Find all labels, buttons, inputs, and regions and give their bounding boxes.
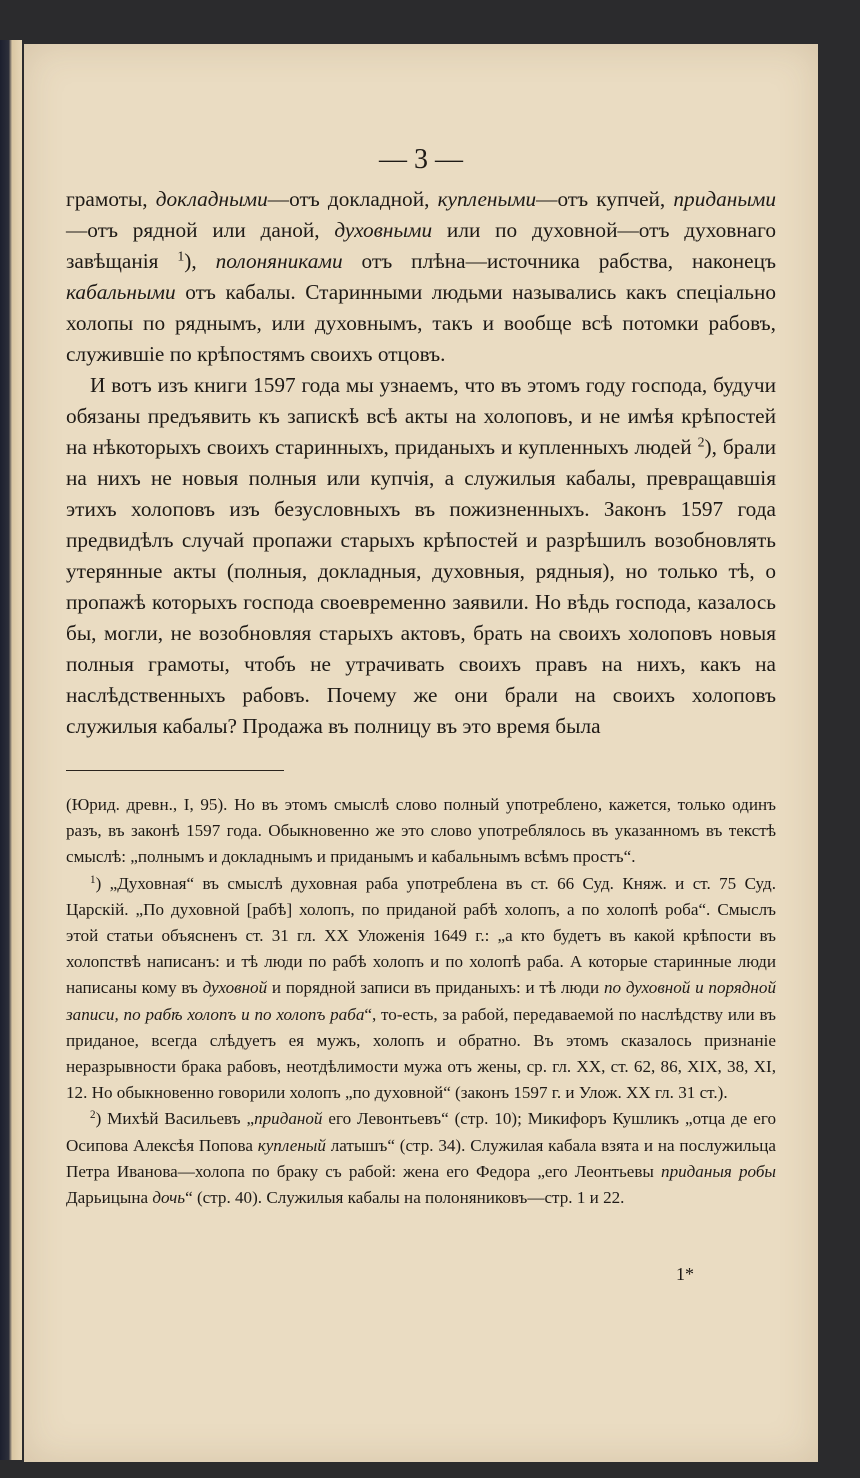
previous-page-edge	[0, 40, 22, 1460]
footnote-1: $^1$) „Духовная“ въ смыслѣ духовная раба употреблена въ ст. 66 Суд. Княж. и ст. 75 Суд. Царскій. „По духовной [рабѣ] холопъ, по приданой рабѣ холопъ, а по холопѣ роба“. Смыслъ этой статьи объясненъ ст. 31 гл. XX Уложенія 1649 г.: „а кто будетъ въ какой крѣпости въ холопствѣ написанъ: и тѣ люди по рабѣ холопъ и по холопѣ раба. А которые старинные люди написаны кому въ духовной и порядной записи въ приданыхъ: и тѣ люди по духовной и порядной записи, по рабѣ холопъ и по холопъ раба“, то-есть, за рабой, передаваемой по наслѣдству или въ приданое, всегда слѣдуетъ ея мужъ, холопъ и обратно. Въ этомъ сказалось признаніе неразрывности брака рабовъ, неотдѣлимости мужа отъ жены, ср. гл. XX, ст. 62, 86, XIX, 38, XI, 12. Но обыкновенно говорили холопъ „по духовной“ (законъ 1597 г. и Улож. XX гл. 31 ст.).	[66, 873, 776, 1103]
italic-term: приданыя робы	[661, 1161, 776, 1181]
footnote-continuation: (Юрид. древн., I, 95). Но въ этомъ смыслѣ слово полный употреблено, кажется, только одинъ разъ, въ законѣ 1597 года. Обыкновенно же это слово употреблялось въ указанномъ въ текстѣ смыслѣ: „полнымъ и докладнымъ и приданымъ и кабальнымъ всѣмъ простъ“.	[66, 795, 776, 867]
italic-term: кабальными	[66, 280, 176, 304]
italic-term: докладными	[155, 187, 268, 211]
main-text	[66, 184, 776, 742]
book-page	[24, 44, 818, 1462]
italic-term: куплеными	[437, 187, 537, 211]
italic-term: полоняниками	[215, 249, 343, 273]
footnotes	[66, 792, 776, 1211]
italic-quote: по духовной и порядной записи, по рабѣ холопъ и по холопъ раба	[66, 978, 776, 1024]
italic-term: духовными	[334, 218, 433, 242]
paragraph-2: И вотъ изъ книги 1597 года мы узнаемъ, что въ этомъ году господа, будучи обязаны предъявить къ запискѣ всѣ акты на холоповъ, и не имѣя крѣпостей на нѣкоторыхъ своихъ старинныхъ, приданыхъ и купленныхъ людей $^2$), брали на нихъ не новыя полныя или купчія, а служилыя кабалы, превращавшія этихъ холоповъ изъ безусловныхъ въ пожизненныхъ. Законъ 1597 года предвидѣлъ случай пропажи старыхъ крѣпостей и разрѣшилъ возобновлять утерянные акты (полныя, докладныя, духовныя, рядныя), но только тѣ, о пропажѣ которыхъ господа своевременно заявили. Но вѣдь господа, казалось бы, могли, не возобновляя старыхъ актовъ, брать на своихъ холоповъ новыя полныя грамоты, чтобъ не утрачивать своихъ правъ на нихъ, какъ на наслѣдственныхъ рабовъ. Почему же они брали на своихъ холоповъ служилыя кабалы? Продажа въ полницу въ это время была	[66, 373, 777, 738]
italic-term: купленый	[257, 1135, 326, 1155]
footnote-mark-1: 1	[90, 873, 96, 886]
paragraph-1: грамоты, докладными—отъ докладной, куплеными—отъ купчей, придаными—отъ рядной или даной, духовными или по духовной—отъ духовнаго завѣщанія $^1$), полоняниками отъ плѣна—источника рабства, наконецъ кабальными отъ кабалы. Старинными людьми назывались какъ спеціально холопы по ряднымъ, или духовнымъ, такъ и вообще всѣ потомки рабовъ, служившіе по крѣпостямъ своихъ отцовъ.	[66, 187, 776, 366]
italic-term: приданой	[254, 1109, 323, 1129]
italic-term: придаными	[673, 187, 776, 211]
footnote-ref-2: 2	[697, 434, 705, 450]
italic-term: дочь	[152, 1188, 186, 1208]
page-number: — 3 —	[379, 144, 463, 175]
footnote-divider	[66, 770, 284, 771]
signature-mark: 1*	[676, 1264, 694, 1284]
italic-term: духовной	[202, 978, 268, 998]
footnote-mark-2: 2	[90, 1109, 96, 1122]
footnote-ref-1: 1	[177, 248, 185, 264]
footnote-2: $^2$) Михѣй Васильевъ „приданой его Левонтьевъ“ (стр. 10); Микифоръ Кушликъ „отца де его Осипова Алексѣя Попова купленый латышъ“ (стр. 34). Служилая кабала взята и на послужильца Петра Иванова—холопа по браку съ рабой: жена его Федора „его Леонтьевы приданыя робы Дарьицына дочь“ (стр. 40). Служилыя кабалы на полоняниковъ—стр. 1 и 22.	[66, 1109, 777, 1208]
